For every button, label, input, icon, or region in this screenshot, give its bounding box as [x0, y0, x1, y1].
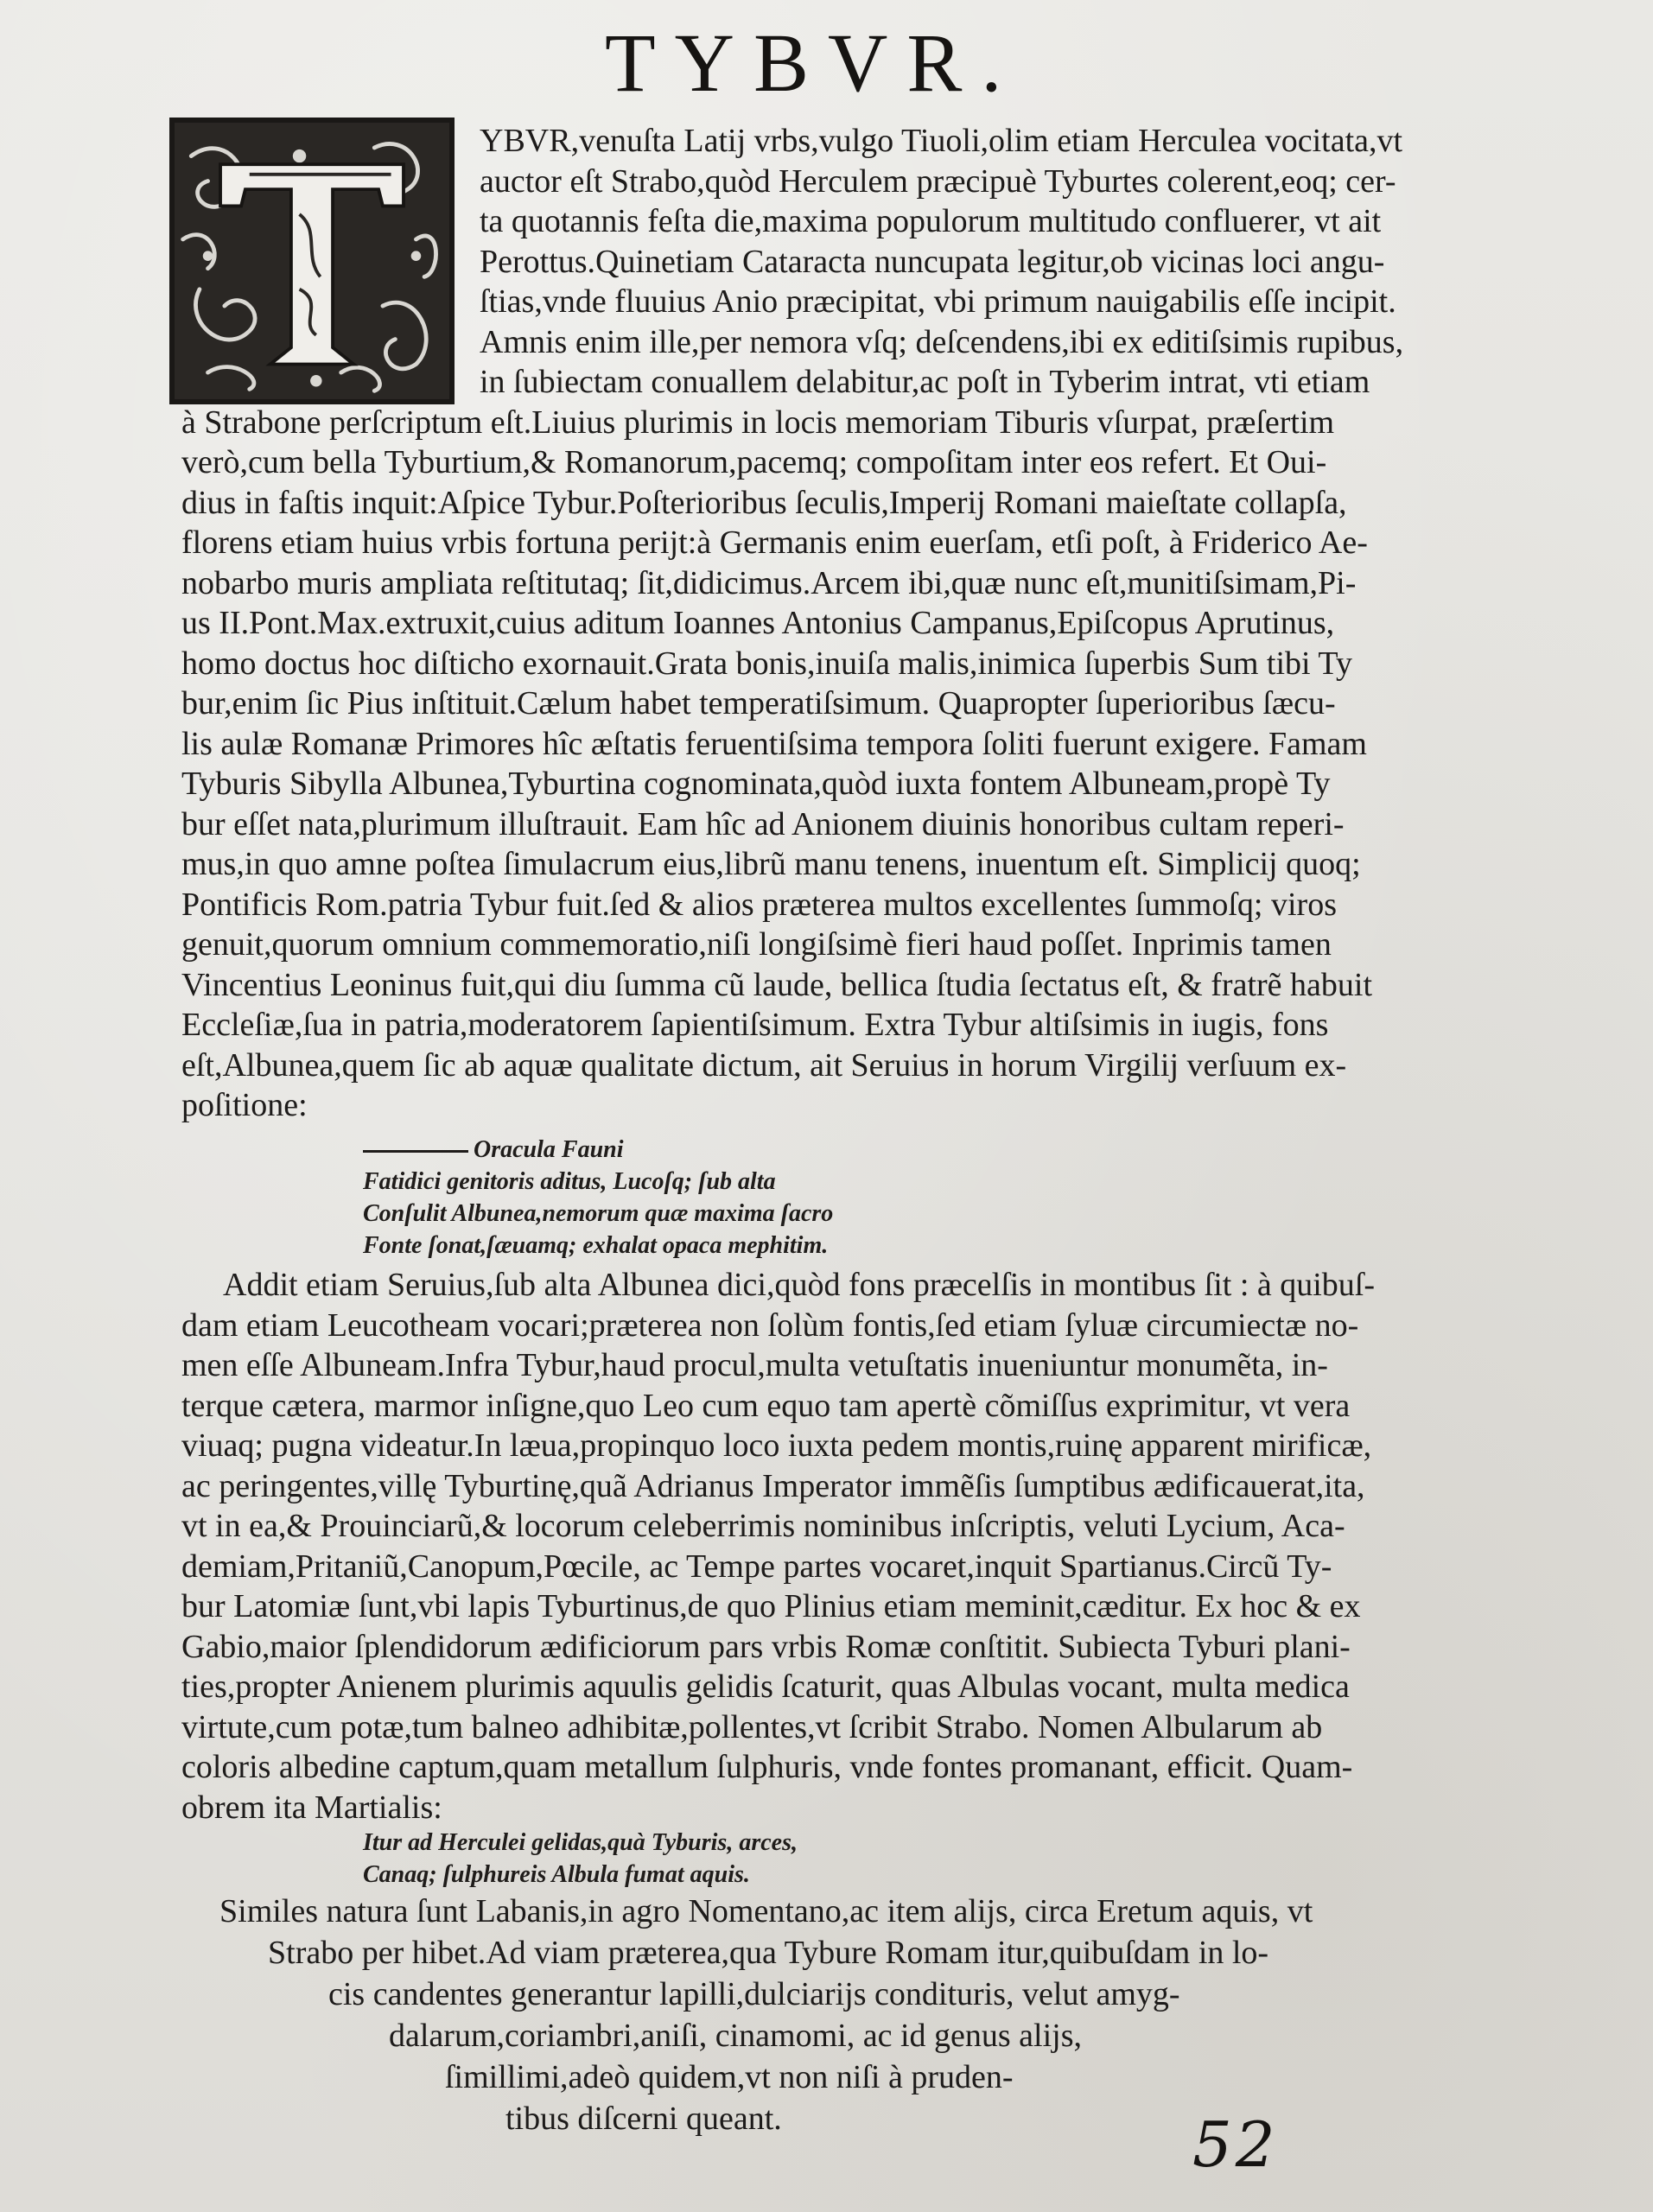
- verse-line: [363, 1134, 833, 1166]
- text-line: demiam,Pritaniũ,Canopum,Pœcile, ac Tempe partes vocaret,inquit Spartianus.Circũ Ty-: [181, 1548, 1332, 1585]
- second-body-text: [181, 1265, 1495, 1827]
- text-line: bur eſſet nata,plurimum illuſtrauit. Eam hîc ad Anionem diuinis honoribus cultam reperi-: [181, 805, 1345, 842]
- text-line: YBVR,venuſta Latij vrbs,vulgo Tiuoli,olim etiam Herculea vocitata,vt: [480, 123, 1403, 159]
- verse-line-text: Oracula Fauni: [474, 1136, 624, 1163]
- verse-line: Itur ad Herculei gelidas,quà Tyburis, arces,: [363, 1829, 798, 1856]
- page-title: TYBVR.: [605, 16, 1021, 109]
- page-number: 52: [1192, 2108, 1279, 2181]
- text-line: genuit,quorum omnium commemoratio,niſi longiſsimè fieri haud poſſet. Inprimis tamen: [181, 926, 1332, 963]
- text-line: à Strabone perſcriptum eſt.Liuius plurimis in locis memoriam Tiburis vſurpat, præſertim: [181, 404, 1335, 441]
- text-line: Strabo per hibet.Ad viam præterea,qua Tybure Romam itur,quibuſdam in lo-: [268, 1935, 1269, 1971]
- text-line: dius in faſtis inquit:Aſpice Tybur.Poſterioribus ſeculis,Imperij Romani maieſtate collapſa,: [181, 484, 1347, 521]
- text-line: mus,in quo amne poſtea ſimulacrum eius,librũ manu tenens, inuentum eſt. Simplicij quoq;: [181, 846, 1361, 882]
- text-line: florens etiam huius vrbis fortuna perijt:à Germanis enim euerſam, etſi poſt, à Friderico Ae-: [181, 524, 1368, 561]
- text-line: ties,propter Anienem plurimis aquulis gelidis ſcaturit, quas Albulas vocant, multa medica: [181, 1669, 1350, 1705]
- text-line: obrem ita Martialis:: [181, 1789, 442, 1826]
- text-line: homo doctus hoc diſticho exornauit.Grata bonis,inuiſa malis,inimica ſuperbis Sum tibi Ty: [181, 645, 1352, 682]
- main-body-text: [181, 121, 1495, 1126]
- text-line: Perottus.Quinetiam Cataracta nuncupata legitur,ob vicinas loci angu-: [480, 243, 1385, 280]
- text-line: lis aulæ Romanæ Primores hîc æſtatis feruentiſsima tempora ſoliti fuerunt exigere. Famam: [181, 725, 1367, 762]
- text-line: Pontificis Rom.patria Tybur fuit.ſed & alios præterea multos excellentes ſummoſq; viros: [181, 886, 1337, 923]
- text-line: Addit etiam Seruius,ſub alta Albunea dici,quòd fons præcelſis in montibus ſit : à quibuſ-: [223, 1267, 1376, 1303]
- text-line: verò,cum bella Tyburtium,& Romanorum,pacemq; compoſitam inter eos refert. Et Oui-: [181, 444, 1327, 480]
- closing-paragraph: [181, 1891, 1495, 2139]
- verse-quotation-martial: [363, 1827, 798, 1891]
- verse-quotation-virgil: [363, 1134, 833, 1262]
- text-line: dalarum,coriambri,aniſi, cinamomi, ac id genus alijs,: [389, 2018, 1082, 2054]
- text-line: in ſubiectam conuallem delabitur,ac poſt in Tyberim intrat, vti etiam: [480, 364, 1370, 400]
- text-line: Amnis enim ille,per nemora vſq; deſcendens,ibi ex editiſsimis rupibus,: [480, 323, 1404, 360]
- text-line: virtute,cum potæ,tum balneo adhibitæ,pollentes,vt ſcribit Strabo. Nomen Albularum ab: [181, 1708, 1323, 1745]
- text-line: cis candentes generantur lapilli,dulciarijs condituris, velut amyg-: [328, 1976, 1180, 2012]
- dash-rule: [363, 1150, 468, 1153]
- text-line: bur Latomiæ ſunt,vbi lapis Tyburtinus,de quo Plinius etiam meminit,cæditur. Ex hoc & ex: [181, 1588, 1361, 1624]
- text-line: Eccleſiæ,ſua in patria,moderatorem ſapientiſsimum. Extra Tybur altiſsimis in iugis, fons: [181, 1007, 1329, 1043]
- text-line: nobarbo muris ampliata reſtitutaq; ſit,didicimus.Arcem ibi,quæ nunc eſt,munitiſsimam,Pi-: [181, 564, 1357, 601]
- text-line: Similes natura ſunt Labanis,in agro Nomentano,ac item alijs, circa Eretum aquis, vt: [219, 1893, 1313, 1929]
- text-line: ſtias,vnde fluuius Anio præcipitat, vbi primum nauigabilis eſſe incipit.: [480, 283, 1396, 320]
- text-line: poſitione:: [181, 1087, 308, 1123]
- text-line: tibus diſcerni queant.: [505, 2101, 782, 2137]
- text-line: us II.Pont.Max.extruxit,cuius aditum Ioannes Antonius Campanus,Epiſcopus Aprutinus,: [181, 605, 1335, 641]
- text-line: auctor eſt Strabo,quòd Herculem præcipuè Tyburtes colerent,eoq; cer-: [480, 162, 1396, 200]
- text-line: dam etiam Leucotheam vocari;præterea non ſolùm fontis,ſed etiam ſyluæ circumiectæ no-: [181, 1306, 1359, 1344]
- text-line: ac peringentes,villę Tyburtinę,quã Adrianus Imperator immẽſis ſumptibus ædificauerat,ita,: [181, 1467, 1365, 1504]
- verse-line: Canaq; ſulphureis Albula fumat aquis.: [363, 1861, 750, 1888]
- verse-line: Fonte ſonat,ſæuamq; exhalat opaca mephitim.: [363, 1232, 829, 1259]
- verse-line: Conſulit Albunea,nemorum quæ maxima ſacro: [363, 1200, 834, 1227]
- text-line: ta quotannis feſta die,maxima populorum multitudo confluerer, vt ait: [480, 203, 1382, 239]
- text-line: vt in ea,& Prouinciarũ,& locorum celeberrimis nominibus inſcriptis, veluti Lycium, Aca-: [181, 1508, 1345, 1544]
- verse-line: Fatidici genitoris aditus, Lucoſq; ſub alta: [363, 1168, 776, 1195]
- text-line: men eſſe Albuneam.Infra Tybur,haud procul,multa vetuſtatis inueniuntur monumẽta, in-: [181, 1347, 1328, 1383]
- text-line: Vincentius Leoninus fuit,qui diu ſumma cũ laude, bellica ſtudia ſectatus eſt, & fratrẽ habuit: [181, 966, 1373, 1003]
- text-line: eſt,Albunea,quem ſic ab aquæ qualitate dictum, ait Seruius in horum Virgilij verſuum ex-: [181, 1046, 1347, 1084]
- text-line: Tyburis Sibylla Albunea,Tyburtina cognominata,quòd iuxta fontem Albuneam,propè Ty: [181, 766, 1331, 802]
- text-line: Gabio,maior ſplendidorum ædificiorum pars vrbis Romæ conſtitit. Subiecta Tyburi plani-: [181, 1628, 1351, 1665]
- text-line: bur,enim ſic Pius inſtituit.Cælum habet temperatiſsimum. Quapropter ſuperioribus ſæcu-: [181, 685, 1336, 721]
- text-line: coloris albedine captum,quam metallum ſulphuris, vnde fontes promanant, efficit. Quam-: [181, 1749, 1353, 1785]
- text-line: ſimillimi,adeò quidem,vt non niſi à pruden-: [445, 2059, 1014, 2095]
- text-line: viuaq; pugna videatur.In læua,propinquo loco iuxta pedem montis,ruinę apparent mirificæ,: [181, 1427, 1372, 1464]
- text-line: terque cætera, marmor inſigne,quo Leo cum equo tam apertè cõmiſſus exprimitur, vt vera: [181, 1387, 1351, 1424]
